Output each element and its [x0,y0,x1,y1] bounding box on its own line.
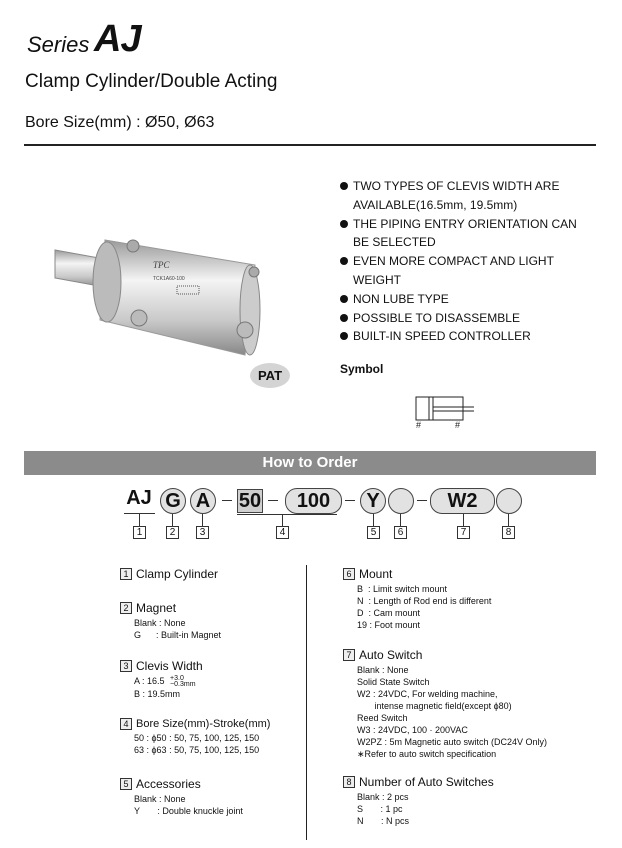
option-row: Reed Switch [357,713,408,723]
connector [139,514,140,526]
feature-item: THE PIPING ENTRY ORIENTATION CAN [340,215,577,234]
connector [373,514,374,526]
section-number: 5 [120,778,132,790]
header-divider [24,144,596,146]
cylinder-product-image [45,220,295,370]
code-number: 7 [457,526,470,539]
page-title: Clamp Cylinder/Double Acting [25,71,278,92]
feature-item: EVEN MORE COMPACT AND LIGHT [340,252,577,271]
connector [463,514,464,526]
feature-item: POSSIBLE TO DISASSEMBLE [340,309,577,328]
section-title: Magnet [136,601,177,615]
code-mount [388,488,414,514]
option-row: 50 : ϕ50 : 50, 75, 100, 125, 150 [134,733,260,743]
option-row: D : Cam mount [357,608,421,618]
bore-size: Bore Size(mm) : Ø50, Ø63 [25,114,215,131]
code-dash [345,500,355,501]
model-name: AJ [94,18,141,60]
section-number: 3 [120,660,132,672]
section-magnet [120,601,221,641]
option-row: W3 : 24VDC, 100 · 200VAC [357,725,468,735]
option-row: W2 : 24VDC, For welding machine, [357,689,498,699]
code-number: 5 [367,526,380,539]
option-row: N : N pcs [357,816,410,826]
connector [172,514,173,526]
code-number: 8 [502,526,515,539]
section-number: 1 [120,568,132,580]
brand-label: TPC [153,260,170,270]
option-row [120,675,203,688]
section-title: Accessories [136,777,201,791]
option-row: Blank : 2 pcs [357,792,409,802]
svg-text:#: # [416,420,422,429]
connector [508,514,509,526]
option-row: B : 19.5mm [134,688,181,699]
code-switch-count [496,488,522,514]
section-number: 4 [120,718,132,730]
cylinder-symbol-icon [414,393,476,429]
code-number: 4 [276,526,289,539]
symbol-label: Symbol [340,362,384,376]
code-number: 6 [394,526,407,539]
section-title: Clamp Cylinder [136,567,219,581]
section-bore-stroke [120,718,270,756]
section-mount [343,567,491,631]
series-label: Series [27,32,90,57]
section-number: 2 [120,602,132,614]
code-dash [268,500,278,501]
feature-item: BE SELECTED [353,235,436,250]
section-number: 7 [343,649,355,661]
code-underline [237,514,337,515]
code-series: AJ [126,487,152,509]
tolerance-plus: +3.0 [170,674,184,682]
section-number: 8 [343,776,355,788]
option-row: ∗Refer to auto switch specification [357,749,497,759]
option-row: G : Built-in Magnet [134,630,222,640]
section-title: Mount [359,567,393,581]
code-switch: W2 [430,488,495,514]
option-row: Blank : None [357,665,409,675]
code-accessory: Y [360,488,386,514]
option-row: B : Limit switch mount [357,584,448,594]
option-row: Y : Double knuckle joint [134,806,243,816]
section-number: 6 [343,568,355,580]
how-to-order-header: How to Order [24,451,596,475]
section-clamp-cylinder [120,567,218,583]
code-number: 2 [166,526,179,539]
option-row: 63 : ϕ63 : 50, 75, 100, 125, 150 [134,745,260,755]
section-title: Bore Size(mm)-Stroke(mm) [136,718,271,730]
option-row: 19 : Foot mount [357,620,421,630]
section-switch-count [343,775,494,827]
column-divider [306,565,307,840]
option-row: Blank : None [134,618,186,628]
option-row: N : Length of Rod end is different [357,596,492,606]
option-row: W2PZ : 5m Magnetic auto switch (DC24V Only) [357,737,548,747]
section-accessories [120,777,243,817]
code-dash [222,500,232,501]
feature-item: NON LUBE TYPE [340,290,577,309]
feature-list [340,177,577,346]
code-bore: 50 [238,490,262,512]
svg-text:#: # [455,420,461,429]
section-title: Clevis Width [136,659,203,673]
option-label: A : 16.5 [134,676,165,686]
code-dash [417,500,427,501]
feature-item: BUILT-IN SPEED CONTROLLER [340,327,577,346]
code-stroke: 100 [285,488,342,514]
connector [202,514,203,526]
patent-badge: PAT [250,363,290,388]
feature-item: WEIGHT [353,272,401,287]
connector [400,514,401,526]
section-clevis-width [120,659,203,700]
connector [282,515,283,526]
code-number: 1 [133,526,146,539]
option-row: intense magnetic field(except ϕ80) [357,701,512,711]
feature-item: AVAILABLE(16.5mm, 19.5mm) [353,197,518,212]
code-magnet: G [160,488,186,514]
feature-item: TWO TYPES OF CLEVIS WIDTH ARE [340,177,577,196]
section-title: Number of Auto Switches [359,775,494,789]
section-title: Auto Switch [359,648,423,662]
option-row: Blank : None [134,794,186,804]
option-row: Solid State Switch [357,677,430,687]
code-clevis: A [190,488,216,514]
model-label: TCK1A60-100 [153,276,185,282]
section-auto-switch [343,648,547,760]
tolerance-minus: −0.3mm [170,680,196,688]
code-number: 3 [196,526,209,539]
option-row: S : 1 pc [357,804,403,814]
